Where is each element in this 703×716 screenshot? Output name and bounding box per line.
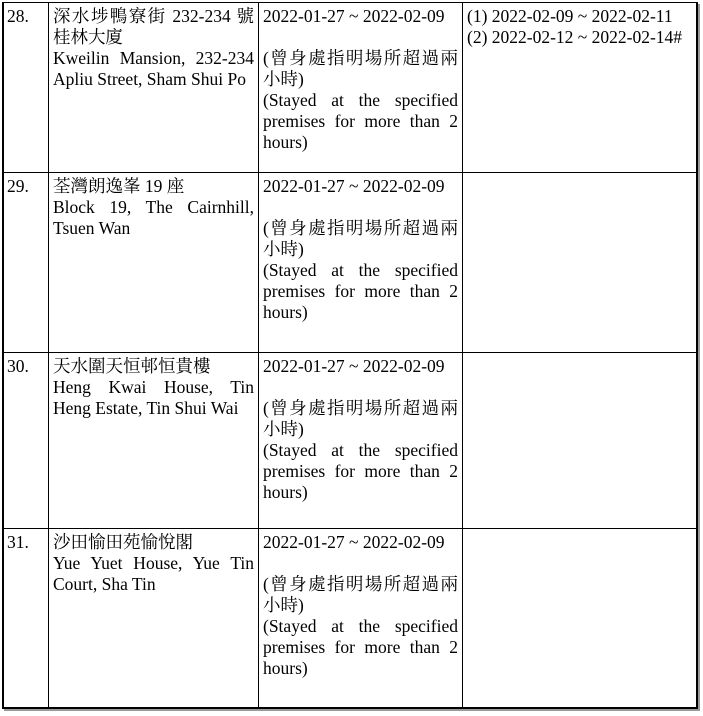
row-number: 28. <box>7 6 29 26</box>
text-line: Apliu Street, Sham Shui Po <box>53 69 246 89</box>
text-line: 小時) <box>263 595 304 615</box>
text-line: 深水埗鴨寮街 232-234 號 <box>53 6 254 26</box>
additional-period-cell <box>463 529 696 707</box>
text-line: hours) <box>263 132 308 152</box>
text-line: (2) 2022-02-12 ~ 2022-02-14# <box>467 27 683 47</box>
premises-address-cell <box>49 3 259 172</box>
text-line: (1) 2022-02-09 ~ 2022-02-11 <box>467 6 673 26</box>
table-row <box>4 529 696 707</box>
text-line: 荃灣朗逸峯 19 座 <box>53 176 185 196</box>
text-line: (曾身處指明場所超過兩 <box>263 218 458 238</box>
text-line: hours) <box>263 658 308 678</box>
additional-period-cell <box>463 3 696 172</box>
text-line: 天水圍天恒邨恒貴樓 <box>53 356 211 376</box>
premises-address-cell <box>49 353 259 528</box>
text-line: 2022-01-27 ~ 2022-02-09 <box>263 6 445 26</box>
text-line: (Stayed at the specified <box>263 90 458 110</box>
text-line: (Stayed at the specified <box>263 616 458 636</box>
additional-period-cell <box>463 353 696 528</box>
text-line: (Stayed at the specified <box>263 260 458 280</box>
text-line: Block 19, The Cairnhill, <box>53 197 254 217</box>
row-number-cell <box>4 529 49 707</box>
premises-table <box>2 2 698 709</box>
text-line: 2022-01-27 ~ 2022-02-09 <box>263 356 445 376</box>
text-line: hours) <box>263 482 308 502</box>
text-line: (曾身處指明場所超過兩 <box>263 574 458 594</box>
row-number: 30. <box>7 356 29 376</box>
table-row <box>4 173 696 353</box>
text-line: premises for more than 2 <box>263 637 458 657</box>
text-line: 沙田愉田苑愉悅閣 <box>53 532 193 552</box>
text-line: (曾身處指明場所超過兩 <box>263 48 458 68</box>
text-line: 桂林大廈 <box>53 27 123 47</box>
additional-period-cell <box>463 173 696 352</box>
text-line: 小時) <box>263 69 304 89</box>
premises-address-cell <box>49 173 259 352</box>
table-row <box>4 353 696 529</box>
text-line: premises for more than 2 <box>263 281 458 301</box>
text-line: Kweilin Mansion, 232-234 <box>53 48 254 68</box>
testing-period-cell <box>259 353 463 528</box>
row-number-cell <box>4 3 49 172</box>
table-row <box>4 3 696 173</box>
text-line: hours) <box>263 302 308 322</box>
text-line <box>263 377 458 398</box>
text-line: Heng Estate, Tin Shui Wai <box>53 398 239 418</box>
text-line: 小時) <box>263 239 304 259</box>
text-line: premises for more than 2 <box>263 461 458 481</box>
text-line <box>263 27 458 48</box>
row-number: 29. <box>7 176 29 196</box>
text-line: Yue Yuet House, Yue Tin <box>53 553 254 573</box>
row-number-cell <box>4 353 49 528</box>
text-line: 2022-01-27 ~ 2022-02-09 <box>263 532 445 552</box>
testing-period-cell <box>259 173 463 352</box>
text-line: Tsuen Wan <box>53 218 131 238</box>
text-line: premises for more than 2 <box>263 111 458 131</box>
text-line <box>263 197 458 218</box>
text-line: (曾身處指明場所超過兩 <box>263 398 458 418</box>
testing-period-cell <box>259 529 463 707</box>
testing-period-cell <box>259 3 463 172</box>
row-number-cell <box>4 173 49 352</box>
text-line: 小時) <box>263 419 304 439</box>
text-line: Heng Kwai House, Tin <box>53 377 254 397</box>
text-line: 2022-01-27 ~ 2022-02-09 <box>263 176 445 196</box>
row-number: 31. <box>7 532 29 552</box>
text-line <box>263 553 458 574</box>
premises-address-cell <box>49 529 259 707</box>
text-line: (Stayed at the specified <box>263 440 458 460</box>
text-line: Court, Sha Tin <box>53 574 156 594</box>
